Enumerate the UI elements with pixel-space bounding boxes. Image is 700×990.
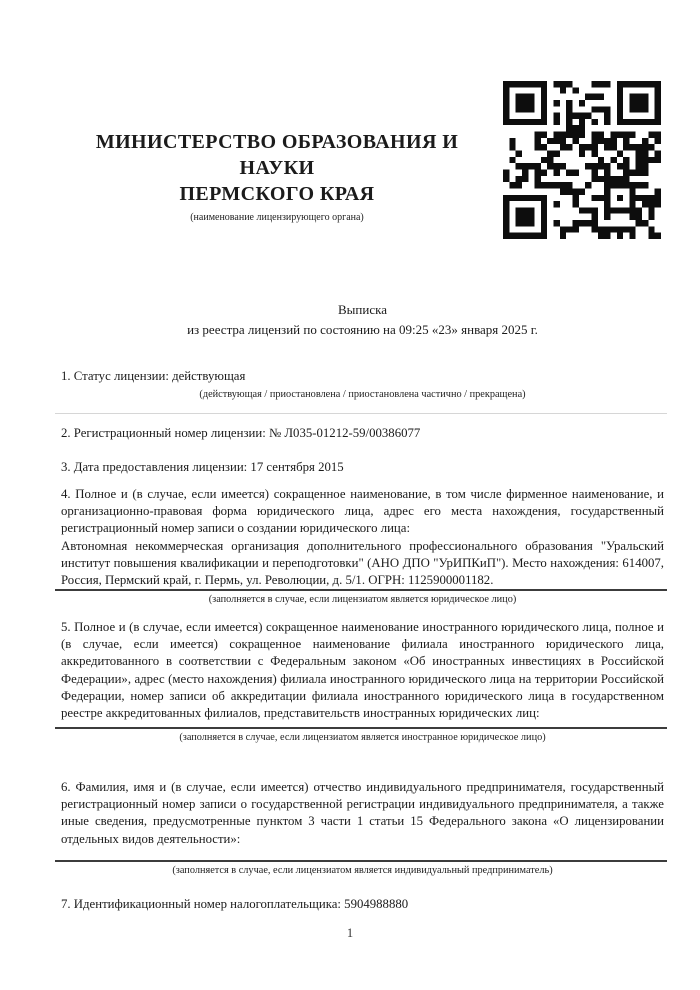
fill-in-line [55, 860, 667, 862]
fill-in-line [55, 589, 667, 591]
licensing-authority-header [58, 129, 496, 224]
item-legal-entity [61, 486, 664, 606]
item-entrepreneur-question: 6. Фамилия, имя и (в случае, если имеется) отчество индивидуального предпринимателя, государственный регистрационный номер записи о государственной регистрации индивидуального предпринимателя, а также иные сведения, предусмотренные пунктом 3 части 1 статьи 15 Федерального закона «О лицензировании отдельных видов деятельности»: [61, 780, 664, 846]
item-foreign-entity [61, 619, 664, 744]
item-entrepreneur [61, 779, 664, 877]
item-legal-entity-hint: (заполняется в случае, если лицензиатом является юридическое лицо) [208, 594, 517, 606]
item-registration-number: 2. Регистрационный номер лицензии: № Л035-01212-59/00386077 [61, 426, 421, 440]
document-title [61, 300, 664, 339]
item-entrepreneur-hint: (заполняется в случае, если лицензиатом является индивидуальный предприниматель) [172, 864, 553, 876]
item-license-status-hint: (действующая / приостановлена / приостановлена частично / прекращена) [199, 389, 526, 400]
item-legal-entity-value: Автономная некоммерческая организация дополнительного профессионального образования "Уральский институт повышения квалификации и переподготовки" (АНО ДПО "УрИПКиП"). Место нахождения: 614007, Россия, Пермский край, г. Пермь, ул. Революции, д. 5/1. ОГРН: 1125900001182. [61, 538, 664, 588]
qr-code-icon [503, 81, 661, 239]
item-foreign-entity-question: 5. Полное и (в случае, если имеется) сокращенное наименование иностранного юридического лица, полное и (в случае, если имеется) сокращенное наименование филиала иностранного юридического лица, аккредитованного в соответствии с Федеральным законом «Об иностранных инвестициях в Российской Федерации», адрес (место нахождения) филиала иностранного юридического лица на территории Российской Федерации, номер записи об аккредитации филиала иностранного юридического лица в государственном реестре аккредитованных филиалов, представительств иностранных юридических лиц: [61, 620, 664, 721]
authority-name-line1: МИНИСТЕРСТВО ОБРАЗОВАНИЯ И НАУКИ [95, 131, 459, 179]
item-license-status: 1. Статус лицензии: действующая [61, 369, 246, 383]
document-title-line2: из реестра лицензий по состоянию на 09:25 «23» января 2025 г. [187, 321, 538, 337]
item-grant-date: 3. Дата предоставления лицензии: 17 сентября 2015 [61, 460, 344, 474]
separator-line [55, 413, 667, 414]
authority-name-caption: (наименование лицензирующего органа) [190, 212, 364, 223]
item-legal-entity-question: 4. Полное и (в случае, если имеется) сокращенное наименование, в том числе фирменное наименование, и организационно-правовая форма юридического лица, адрес его места нахождения, государственный регистрационный номер записи о создании юридического лица: [61, 487, 664, 536]
authority-name-line2: ПЕРМСКОГО КРАЯ [179, 183, 375, 205]
fill-in-line [55, 727, 667, 729]
page-number: 1 [346, 926, 354, 940]
item-foreign-entity-hint: (заполняется в случае, если лицензиатом является иностранное юридическое лицо) [179, 732, 546, 744]
document-title-line1: Выписка [338, 302, 387, 317]
item-taxpayer-id: 7. Идентификационный номер налогоплательщика: 5904988880 [61, 897, 409, 911]
